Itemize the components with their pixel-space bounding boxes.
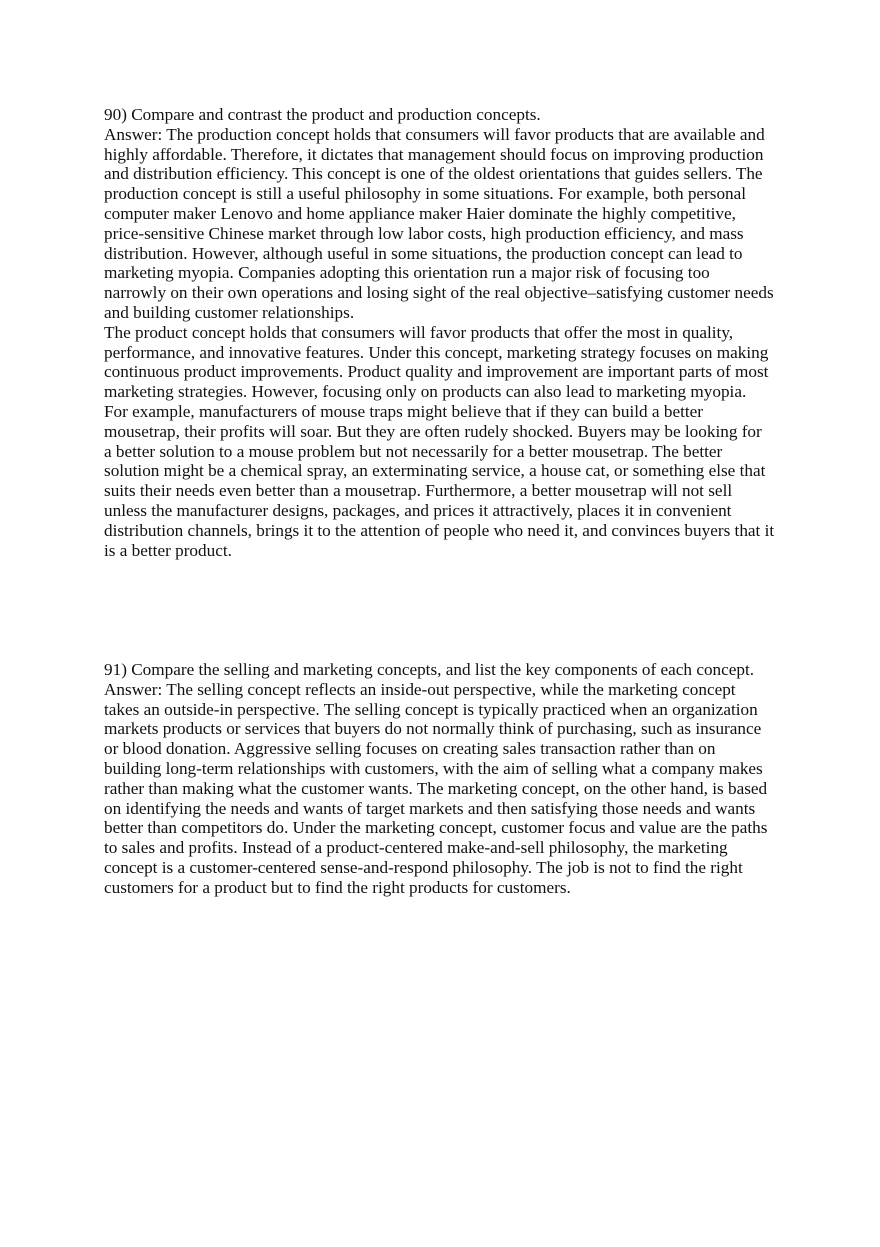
answer-text-line: better than competitors do. Under the marketing concept, customer focus and value are the paths [104, 818, 768, 838]
answer-text-line: production concept is still a useful philosophy in some situations. For example, both personal [104, 184, 747, 204]
answer-text-line: distribution channels, brings it to the attention of people who need it, and convinces buyers that it [104, 520, 775, 540]
answer-text-line: and building customer relationships. [104, 302, 355, 322]
answer-text-line: unless the manufacturer designs, packages, and prices it attractively, places it in convenient [104, 500, 732, 520]
answer-text-line: customers for a product but to find the right products for customers. [104, 877, 571, 897]
answer-text-line: marketing myopia. Companies adopting this orientation run a major risk of focusing too [104, 263, 710, 283]
answer-text-line: Answer: The selling concept reflects an inside-out perspective, while the marketing concept [104, 679, 736, 699]
answer-text-line: narrowly on their own operations and losing sight of the real objective–satisfying customer needs [104, 283, 774, 303]
answer-text-line: For example, manufacturers of mouse traps might believe that if they can build a better [104, 401, 703, 421]
answer-text-line: on identifying the needs and wants of target markets and then satisfying those needs and wants [104, 798, 756, 818]
answer-text-line: building long-term relationships with customers, with the aim of selling what a company makes [104, 758, 763, 778]
answer-text-line: is a better product. [104, 540, 232, 560]
answer-text-line: a better solution to a mouse problem but not necessarily for a better mousetrap. The better [104, 441, 723, 461]
answer-text-line: Answer: The production concept holds that consumers will favor products that are available and [104, 124, 765, 144]
question-91-block [104, 660, 804, 898]
answer-text-line: performance, and innovative features. Under this concept, marketing strategy focuses on making [104, 342, 769, 362]
answer-text-line: marketing strategies. However, focusing only on products can also lead to marketing myopia. [104, 382, 747, 402]
answer-text-line: solution might be a chemical spray, an exterminating service, a house cat, or something else that [104, 461, 766, 481]
answer-text-line: highly affordable. Therefore, it dictates that management should focus on improving production [104, 144, 764, 164]
answer-text-line: The product concept holds that consumers will favor products that offer the most in quality, [104, 322, 734, 342]
answer-text-line: computer maker Lenovo and home appliance maker Haier dominate the highly competitive, [104, 203, 736, 223]
question-heading: 91) Compare the selling and marketing concepts, and list the key components of each concept. [104, 660, 755, 679]
answer-text-line: mousetrap, their profits will soar. But they are often rudely shocked. Buyers may be looking for [104, 421, 762, 441]
question-90-block [104, 105, 804, 560]
answer-text-line: price-sensitive Chinese market through low labor costs, high production efficiency, and mass [104, 223, 744, 243]
answer-text-line: rather than making what the customer wants. The marketing concept, on the other hand, is based [104, 778, 768, 798]
answer-text-line: and distribution efficiency. This concept is one of the oldest orientations that guides sellers. The [104, 164, 763, 184]
answer-text-line: takes an outside-in perspective. The selling concept is typically practiced when an organization [104, 699, 758, 719]
answer-text-line: distribution. However, although useful in some situations, the production concept can lead to [104, 243, 743, 263]
answer-text-line: continuous product improvements. Product quality and improvement are important parts of most [104, 362, 769, 382]
answer-text-line: markets products or services that buyers do not normally think of purchasing, such as insurance [104, 719, 762, 739]
answer-text-line: concept is a customer-centered sense-and-respond philosophy. The job is not to find the right [104, 857, 743, 877]
answer-text-line: or blood donation. Aggressive selling focuses on creating sales transaction rather than on [104, 739, 716, 759]
question-heading: 90) Compare and contrast the product and production concepts. [104, 105, 541, 124]
answer-text-line: suits their needs even better than a mousetrap. Furthermore, a better mousetrap will not sell [104, 481, 733, 501]
answer-text-line: to sales and profits. Instead of a product-centered make-and-sell philosophy, the marketing [104, 838, 728, 858]
